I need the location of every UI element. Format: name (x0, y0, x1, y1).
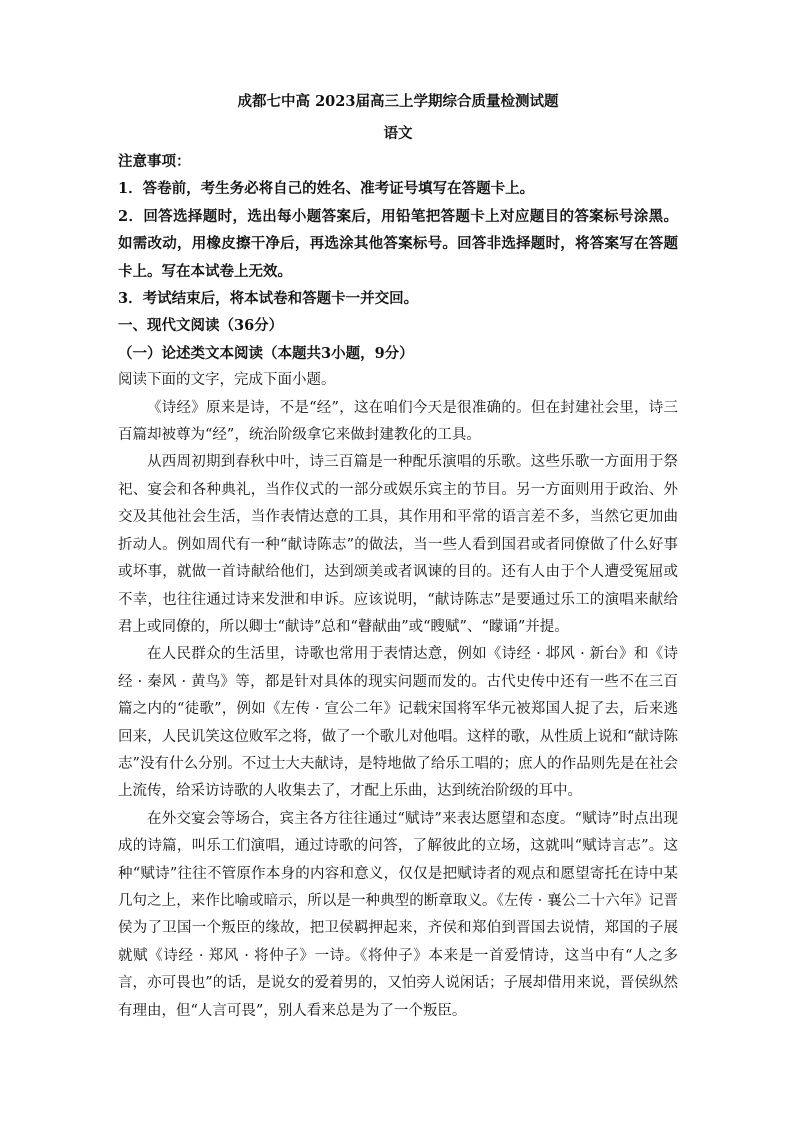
passage-paragraph: 从西周初期到春秋中叶，诗三百篇是一种配乐演唱的乐歌。这些乐歌一方面用于祭祀、宴会和各种典礼，当作仪式的一部分或娱乐宾主的节目。另一方面则用于政治、外交及其他社会生活，当作表情达意的工具，其作用和平常的语言差不多，当然它更加曲折动人。例如周代有一种“献诗陈志”的做法，当一些人看到国君或者同僚做了什么好事或坏事，就做一首诗献给他们，达到颂美或者讽谏的目的。还有人由于个人遭受冤屈或不幸，也往往通过诗来发泄和申诉。应该说明，“献诗陈志”是要通过乐工的演唱来献给君上或同僚的，所以卿士“献诗”总和“瞽献曲”或“瞍赋”、“矇诵”并提。 (118, 454, 678, 635)
notice-item: 1．答卷前，考生务必将自己的姓名、准考证号填写在答题卡上。 (118, 180, 535, 198)
passage-paragraph: 《诗经》原来是诗，不是“经”，这在咱们今天是很准确的。但在封建社会里，诗三百篇却被尊为“经”，统治阶级拿它来做封建教化的工具。 (118, 399, 678, 444)
passage-paragraph: 在人民群众的生活里，诗歌也常用于表情达意，例如《诗经 · 邶风 · 新台》和《诗经 · 秦风 · 黄鸟》等，都是针对具体的现实问题而发的。古代史传中还有一些不在三百篇之内的“徒歌”，例如《左传 · 宣公二年》记载宋国将军华元被郑国人捉了去，后来逃回来，人民讥笑这位败军之将，做了一个歌儿对他唱。这样的歌，从性质上说和“献诗陈志”没有什么分别。不过士大夫献诗，是特地做了给乐工唱的；庶人的作品则先是在社会上流传，给采访诗歌的人收集去了，才配上乐曲，达到统治阶级的耳中。 (118, 646, 678, 800)
section-subheading: （一）论述类文本阅读（本题共3小题，9分） (118, 344, 414, 362)
notice-item: 3．考试结束后，将本试卷和答题卡一并交回。 (118, 290, 419, 308)
passage-paragraph: 在外交宴会等场合，宾主各方往往通过“赋诗”来表达愿望和态度。“赋诗”时点出现成的诗篇，叫乐工们演唱，通过诗歌的问答，了解彼此的立场，这就叫“赋诗言志”。这种“赋诗”往往不管原作本身的内容和意义，仅仅是把赋诗者的观点和愿望寄托在诗中某几句之上，来作比喻或暗示，所以是一种典型的断章取义。《左传 · 襄公二十六年》记晋侯为了卫国一个叛臣的缘故，把卫侯羁押起来，齐侯和郑伯到晋国去说情，郑国的子展就赋《诗经 · 郑风 · 将仲子》一诗。《将仲子》本来是一首爱情诗，这当中有“人之多言，亦可畏也”的话，是说女的爱着男的，又怕旁人说闲话；子展却借用来说，晋侯纵然有理由，但“人言可畏”，别人看来总是为了一个叛臣。 (118, 810, 678, 1019)
subject-title: 语文 (383, 125, 413, 142)
notice-heading: 注意事项： (118, 153, 191, 170)
section-heading: 一、现代文阅读（36分） (118, 317, 284, 335)
document-page (118, 88, 678, 1025)
notice-item: 2．回答选择题时，选出每小题答案后，用铅笔把答题卡上对应题目的答案标号涂黑。如需改动，用橡皮擦干净后，再选涂其他答案标号。回答非选择题时，将答案写在答题卡上。写在本试卷上无效。 (118, 207, 678, 280)
section-instruction: 阅读下面的文字，完成下面小题。 (118, 372, 336, 389)
document-title: 成都七中高 2023届高三上学期综合质量检测试题 (237, 93, 559, 110)
